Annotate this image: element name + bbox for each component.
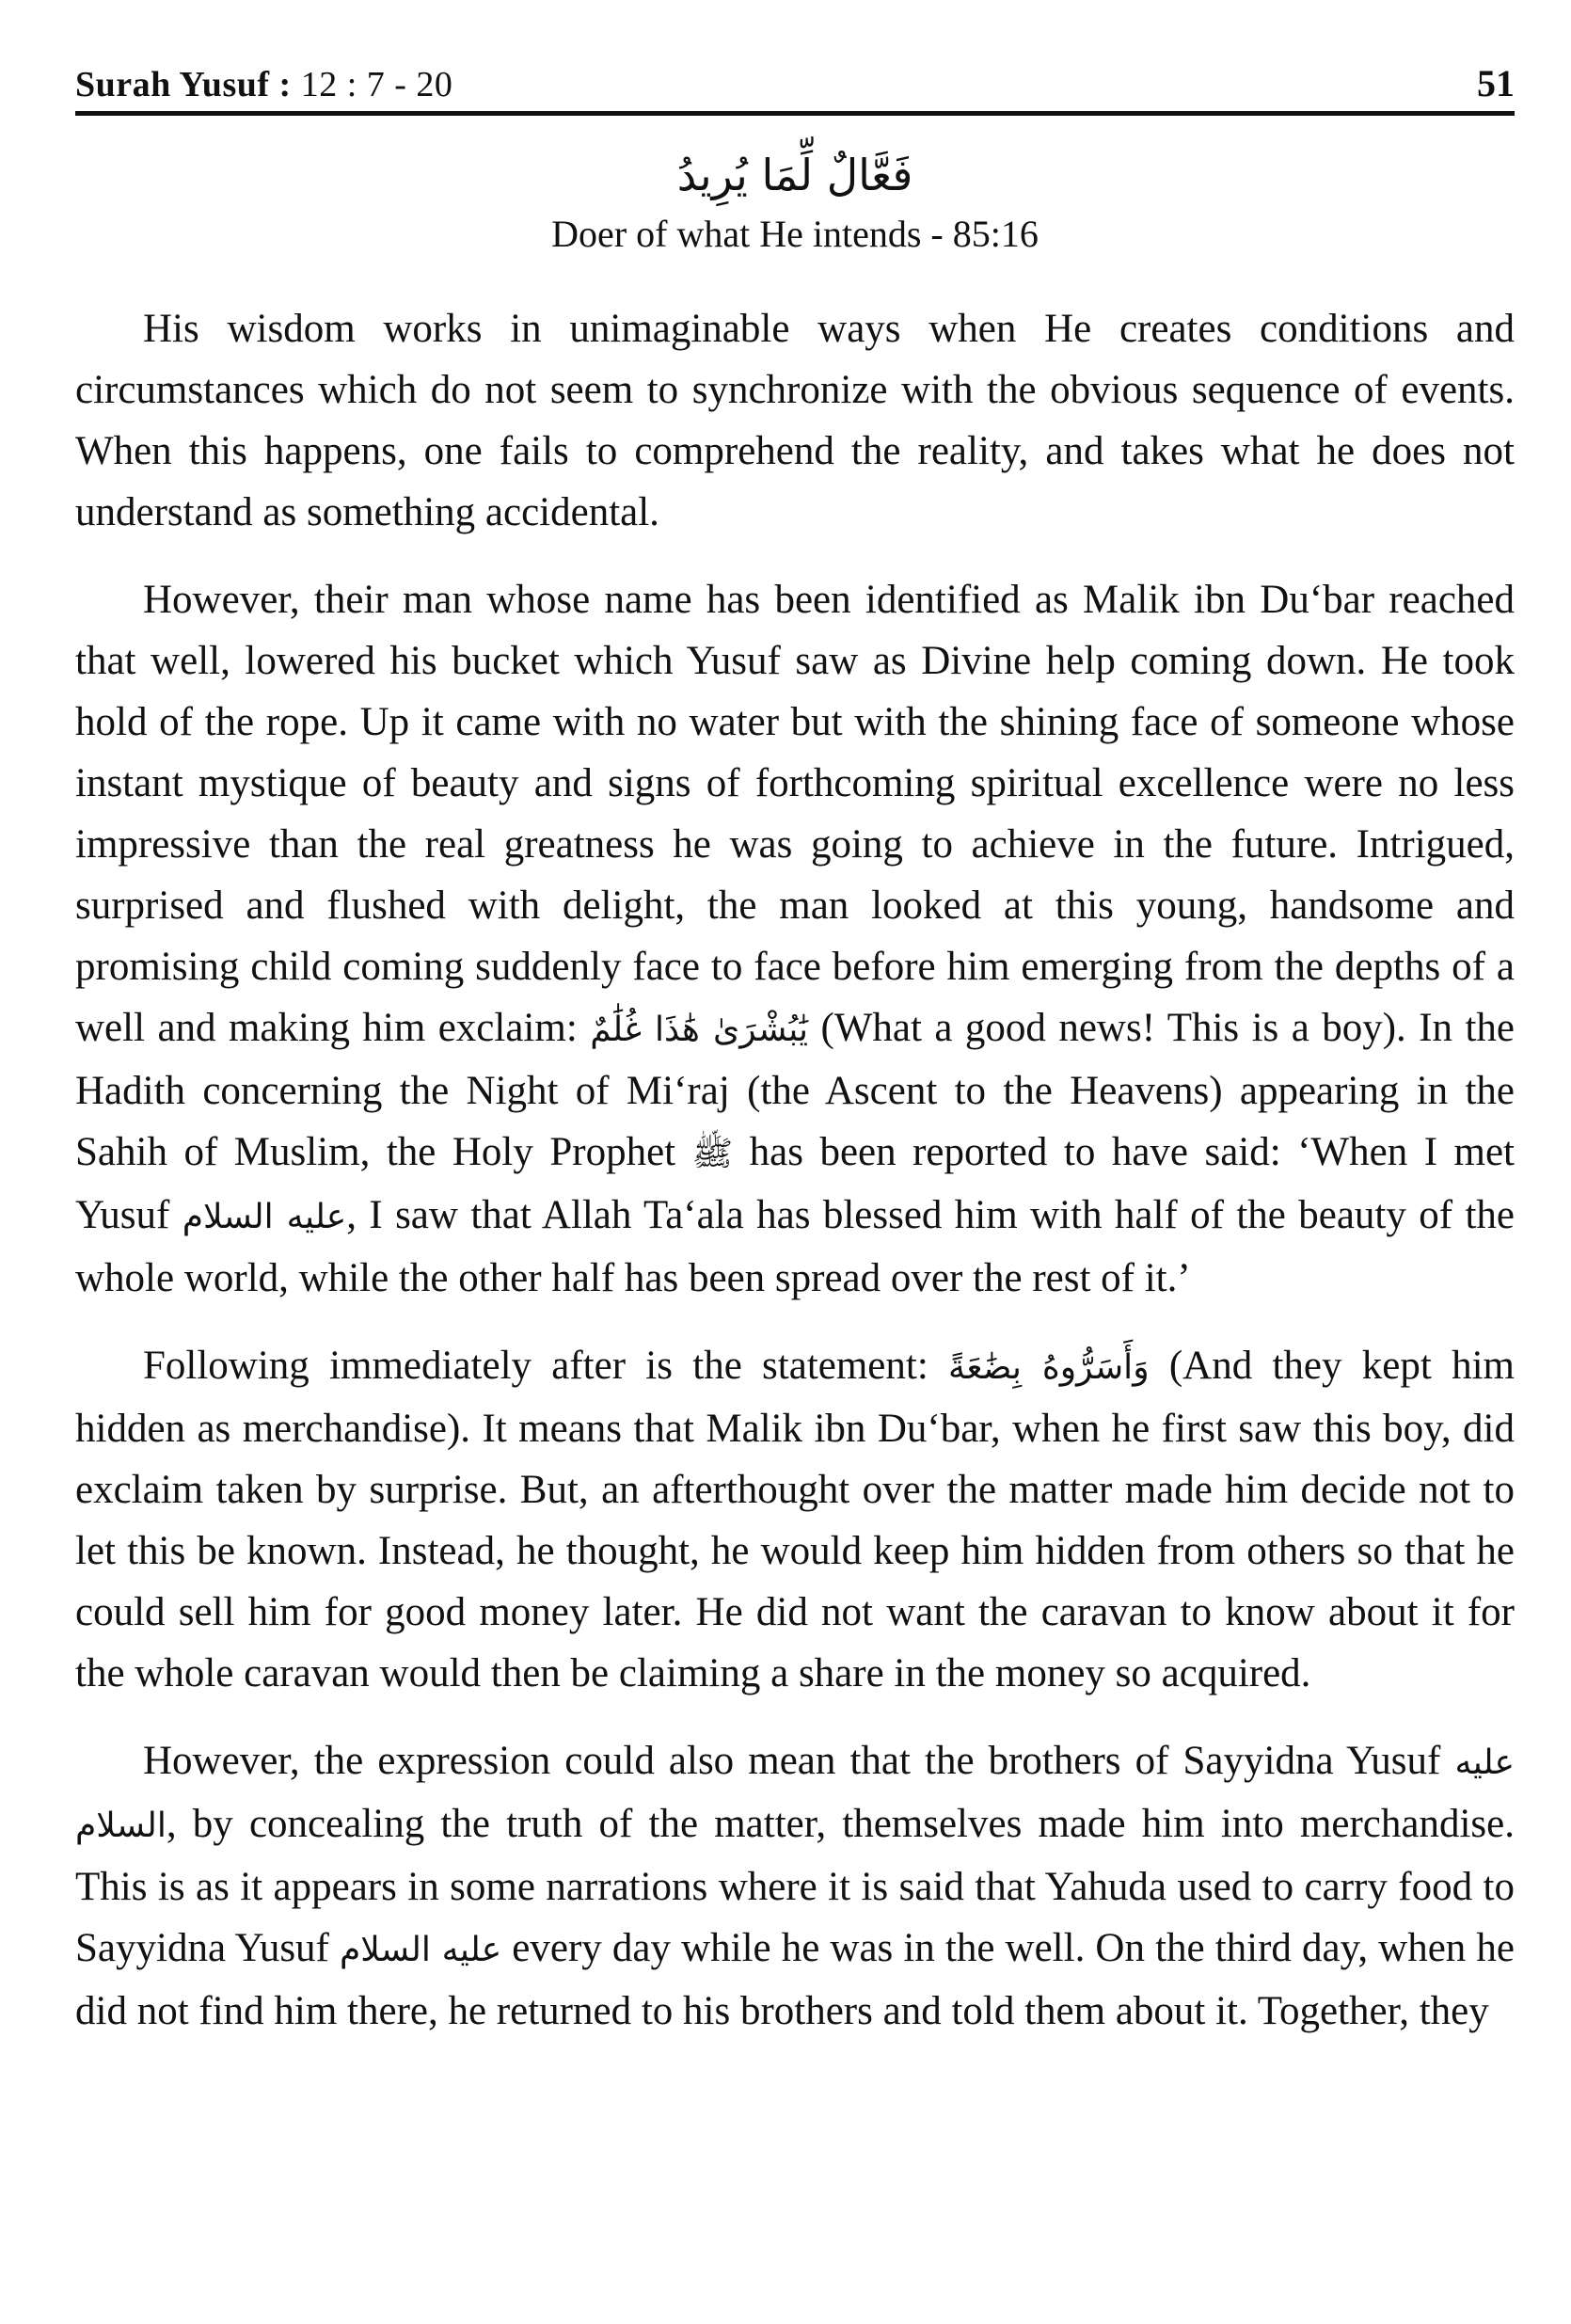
paragraph-text: (And they kept him hidden as merchandise). It means that Malik ibn Du‘bar, when he first saw this boy, did exclaim taken by surprise. But, an afterthought over the matter made him decide not to let this be known. Instead, he thought, he would keep him hidden from others so that he could sell him for good money later. He did not want the caravan to know about it for the whole caravan would then be claiming a share in the money so acquired.: [75, 1344, 1515, 1695]
arabic-phrase: وَأَسَرُّوهُ بِضَٰعَةً: [948, 1348, 1150, 1387]
paragraph-text: However, their man whose name has been identified as Malik ibn Du‘bar reached that well, lowered his bucket which Yusuf saw as Divine help coming down. He took hold of the rope. Up it came with no water but with the shining face of someone whose instant mystique of beauty and signs of forthcoming spiritual excellence were no less impressive than the real greatness he was going to achieve in the future. Intrigued, surprised and flushed with delight, the man looked at this young, handsome and promising child coming suddenly face to face before him emerging from the depths of a well and making him exclaim:: [75, 578, 1515, 1050]
running-header: [75, 38, 1515, 116]
paragraph-text: Following immediately after is the statement:: [143, 1344, 949, 1388]
paragraph-text: every day while he was in the well. On the third day, when he did not find him there, he returned to his brothers and told them about it. Together, they: [75, 1926, 1515, 2033]
chapter-title: [75, 64, 452, 105]
page-number: 51: [1477, 62, 1515, 104]
book-page: [75, 38, 1515, 2042]
verse-range: 12 : 7 - 20: [291, 65, 453, 104]
arabic-phrase: يَٰبُشْرَىٰ هَٰذَا غُلَٰمٌ: [590, 1011, 809, 1049]
salutation-symbol: ﷺ: [691, 1135, 734, 1173]
verse-translation: Doer of what He intends - 85:16: [551, 213, 1039, 255]
honorific-symbol: عليه السلام: [339, 1931, 502, 1969]
paragraph-text: His wisdom works in unimaginable ways when He creates conditions and circumstances which do not seem to synchronize with the obvious sequence of events. When this happens, one fails to comprehend the reality, and takes what he does not understand as something accidental.: [75, 307, 1515, 534]
paragraph-1: [75, 298, 1515, 543]
paragraph-text: However, the expression could also mean that the brothers of Sayyidna Yusuf: [143, 1739, 1455, 1783]
arabic-verse: فَعَّالٌ لِّمَا يُرِيدُ: [676, 150, 913, 200]
paragraph-3: [75, 1335, 1515, 1704]
paragraph-4: [75, 1730, 1515, 2042]
paragraph-text: has been reported to have said: ‘When I met Yusuf: [75, 1130, 1515, 1237]
paragraph-text: , I saw that Allah Ta‘ala has blessed him with half of the beauty of the whole world, while the other half has been spread over the rest of it.’: [75, 1193, 1515, 1300]
quoted-verse: [75, 142, 1515, 261]
honorific-symbol: عليه السلام: [182, 1198, 347, 1236]
surah-name: Surah Yusuf :: [75, 65, 292, 104]
honorific-symbol: عليه السلام: [75, 1743, 1515, 1845]
paragraph-text: , by concealing the truth of the matter, themselves made him into merchandise. This is as it appears in some narrations where it is said that Yahuda used to carry food to Sayyidna Yusuf: [75, 1802, 1515, 1970]
paragraph-text: (What a good news! This is a boy). In the Hadith concerning the Night of Mi‘raj (the Ascent to the Heavens) appearing in the Sahih of Muslim, the Holy Prophet: [75, 1006, 1515, 1174]
paragraph-2: [75, 569, 1515, 1309]
